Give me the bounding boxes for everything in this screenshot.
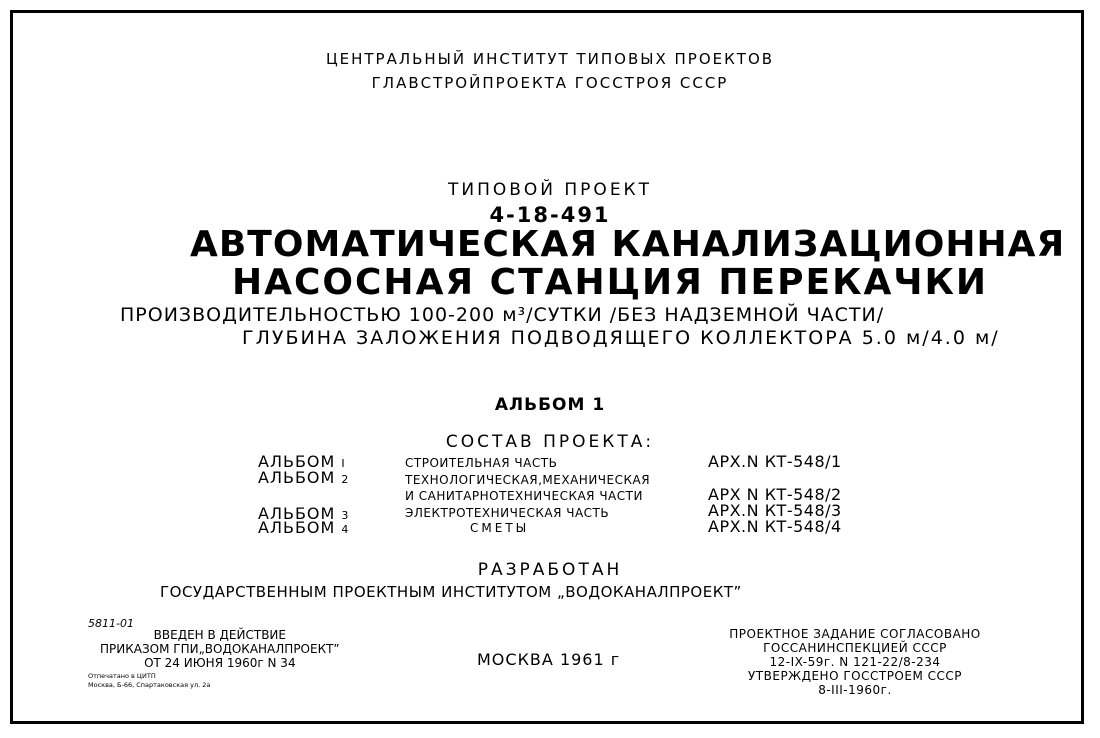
document-code: 5811-01	[88, 617, 134, 630]
album-2-description-2: И САНИТАРНОТЕХНИЧЕСКАЯ ЧАСТИ	[405, 489, 643, 503]
project-label: ТИПОВОЙ ПРОЕКТ	[447, 180, 653, 200]
album-heading: АЛЬБОМ 1	[494, 395, 606, 415]
project-title-line-1: АВТОМАТИЧЕСКАЯ КАНАЛИЗАЦИОННАЯ	[190, 224, 1066, 265]
institute-line-1: ЦЕНТРАЛЬНЫЙ ИНСТИТУТ ТИПОВЫХ ПРОЕКТОВ	[325, 50, 775, 68]
developer-name: ГОСУДАРСТВЕННЫМ ПРОЕКТНЫМ ИНСТИТУТОМ „ВОДОКАНАЛПРОЕКТ”	[160, 583, 742, 601]
album-2-description: ТЕХНОЛОГИЧЕСКАЯ,МЕХАНИЧЕСКАЯ	[405, 473, 651, 487]
album-3-description: ЭЛЕКТРОТЕХНИЧЕСКАЯ ЧАСТЬ	[405, 506, 610, 520]
album-4-code: АРХ.N КТ-548/4	[708, 517, 842, 536]
project-capacity: ПРОИЗВОДИТЕЛЬНОСТЬЮ 100-200 м³/СУТКИ /БЕЗ НАДЗЕМНОЙ ЧАСТИ/	[120, 304, 885, 326]
album-3-name: АЛЬБОМ 3	[258, 504, 350, 523]
album-2-name: АЛЬБОМ 2	[258, 468, 350, 487]
drawing-frame	[10, 10, 1084, 724]
album-4-description: СМЕТЫ	[470, 521, 530, 535]
approval-note: ПРОЕКТНОЕ ЗАДАНИЕ СОГЛАСОВАНО ГОССАНИНСПЕКЦИЕЙ СССР 12-IX-59г. N 121-22/8-234 УТВЕРЖДЕНО ГОССТРОЕМ СССР 8-III-1960г.	[729, 627, 981, 697]
album-4-name: АЛЬБОМ 4	[258, 518, 350, 537]
album-3-code: АРХ.N КТ-548/3	[708, 501, 842, 520]
album-1-code: АРХ.N КТ-548/1	[708, 452, 842, 471]
album-1-description: СТРОИТЕЛЬНАЯ ЧАСТЬ	[405, 456, 558, 470]
project-depth: ГЛУБИНА ЗАЛОЖЕНИЯ ПОДВОДЯЩЕГО КОЛЛЕКТОРА 5.0 м/4.0 м/	[242, 327, 1000, 349]
album-1-name: АЛЬБОМ I	[258, 452, 346, 471]
institute-line-2: ГЛАВСТРОЙПРОЕКТА ГОССТРОЯ СССР	[371, 74, 729, 92]
project-title-line-2: НАСОСНАЯ СТАНЦИЯ ПЕРЕКАЧКИ	[232, 262, 989, 303]
city-year: МОСКВА 1961 г	[477, 650, 621, 669]
album-2-code: АРХ N КТ-548/2	[708, 485, 842, 504]
introduction-note: ВВЕДЕН В ДЕЙСТВИЕ ПРИКАЗОМ ГПИ„ВОДОКАНАЛПРОЕКТ” ОТ 24 ИЮНЯ 1960г N 34	[100, 628, 340, 670]
developer-label: РАЗРАБОТАН	[477, 560, 623, 580]
print-note: Отпечатано в ЦИТП Москва, Б-66, Спартаковская ул. 2а	[88, 672, 211, 689]
composition-heading: СОСТАВ ПРОЕКТА:	[445, 432, 655, 452]
project-number: 4-18-491	[489, 203, 611, 227]
